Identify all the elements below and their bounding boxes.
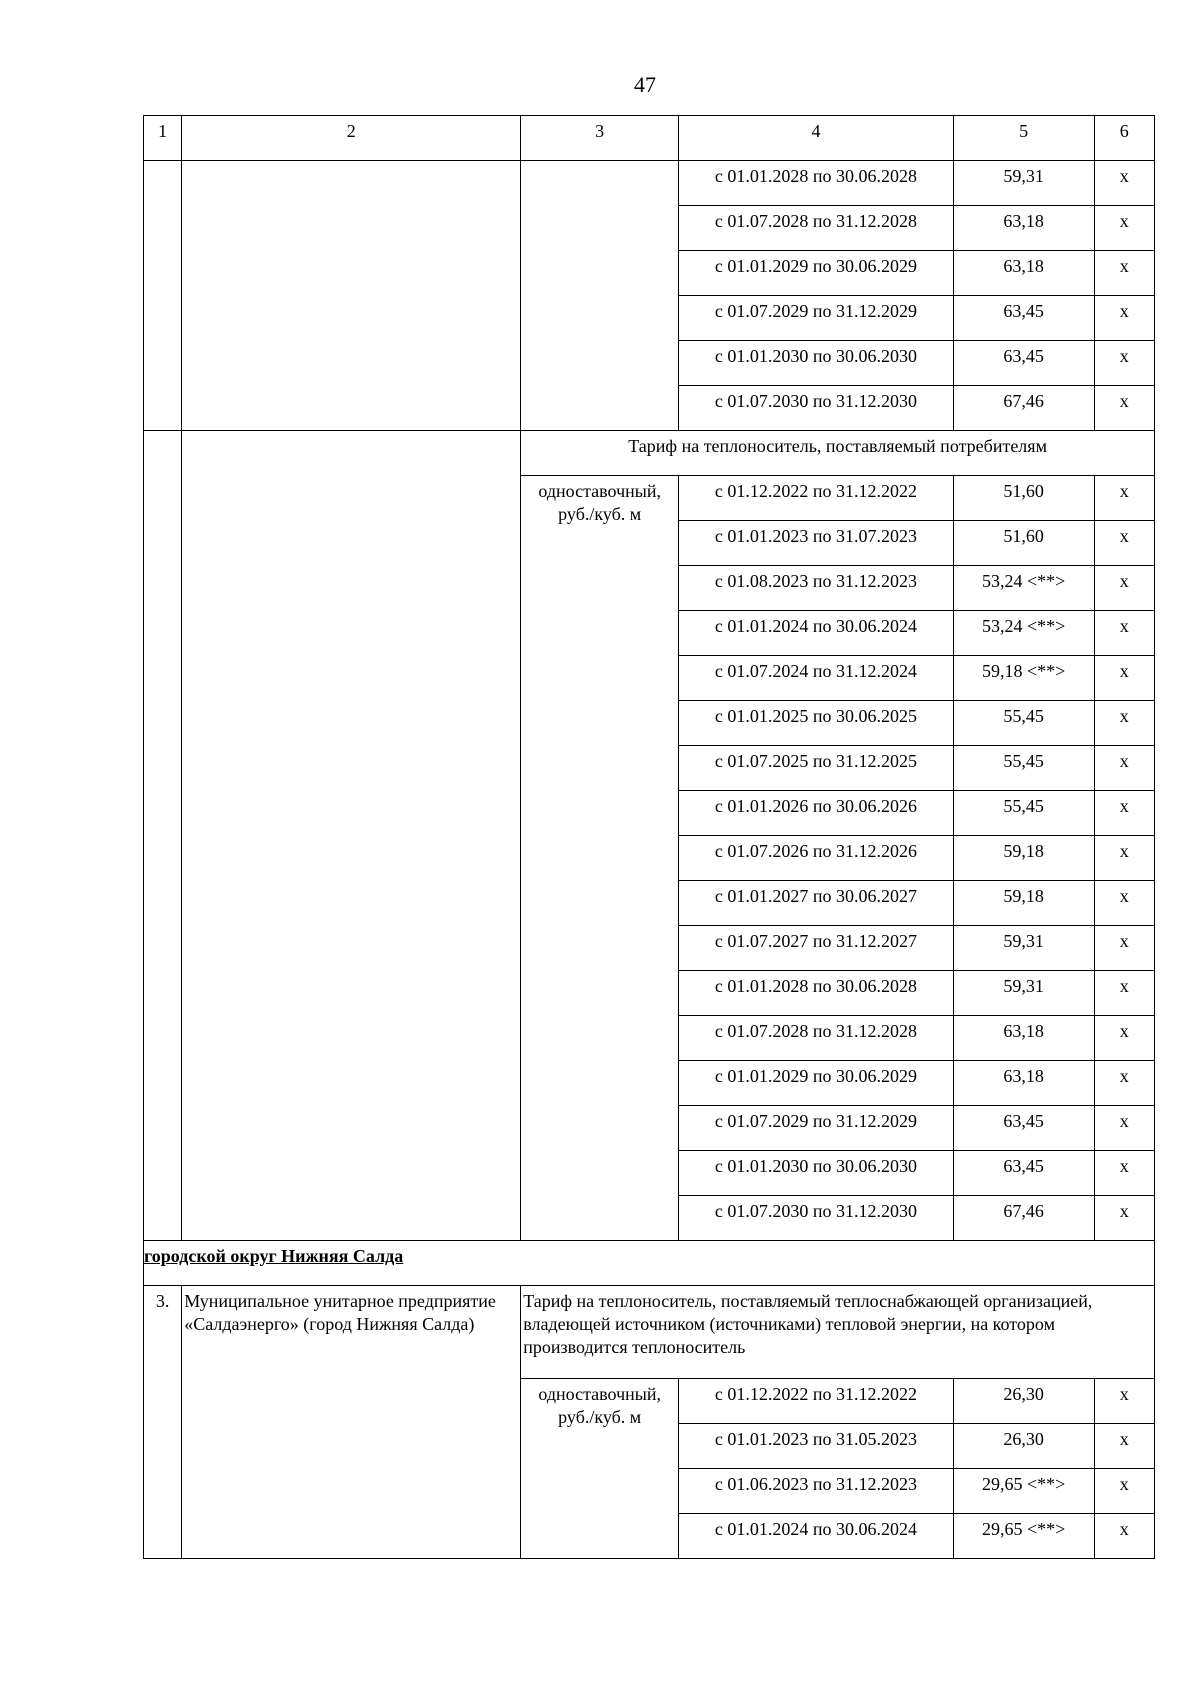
mark-cell: x <box>1094 746 1154 791</box>
number-cell <box>144 431 182 1241</box>
table-row <box>144 161 1155 206</box>
period-cell: с 01.07.2028 по 31.12.2028 <box>679 206 954 251</box>
column-header: 4 <box>679 116 954 161</box>
section-row <box>144 1241 1155 1286</box>
mark-cell: x <box>1094 881 1154 926</box>
period-cell: с 01.07.2026 по 31.12.2026 <box>679 836 954 881</box>
period-cell: с 01.01.2030 по 30.06.2030 <box>679 341 954 386</box>
mark-cell: x <box>1094 656 1154 701</box>
organization-cell: Муниципальное унитарное предприятие «Салдаэнерго» (город Нижняя Салда) <box>182 1286 521 1559</box>
period-cell: с 01.01.2023 по 31.05.2023 <box>679 1424 954 1469</box>
mark-cell: x <box>1094 386 1154 431</box>
mark-cell: x <box>1094 296 1154 341</box>
value-cell: 51,60 <box>953 476 1094 521</box>
value-cell: 63,45 <box>953 1106 1094 1151</box>
number-cell: 3. <box>144 1286 182 1559</box>
mark-cell: x <box>1094 476 1154 521</box>
value-cell: 59,18 <box>953 836 1094 881</box>
mark-cell: x <box>1094 566 1154 611</box>
period-cell: с 01.01.2024 по 30.06.2024 <box>679 611 954 656</box>
mark-cell: x <box>1094 791 1154 836</box>
period-cell: с 01.01.2030 по 30.06.2030 <box>679 1151 954 1196</box>
mark-cell: x <box>1094 1469 1154 1514</box>
tariff-header-row <box>144 1286 1155 1379</box>
mark-cell: x <box>1094 521 1154 566</box>
period-cell: с 01.07.2029 по 31.12.2029 <box>679 1106 954 1151</box>
value-cell: 55,45 <box>953 791 1094 836</box>
period-cell: с 01.01.2024 по 30.06.2024 <box>679 1514 954 1559</box>
mark-cell: x <box>1094 1196 1154 1241</box>
period-cell: с 01.01.2028 по 30.06.2028 <box>679 161 954 206</box>
period-cell: с 01.01.2026 по 30.06.2026 <box>679 791 954 836</box>
tariff-header: Тариф на теплоноситель, поставляемый потребителям <box>521 431 1155 476</box>
mark-cell: x <box>1094 1106 1154 1151</box>
value-cell: 67,46 <box>953 386 1094 431</box>
value-cell: 67,46 <box>953 1196 1094 1241</box>
mark-cell: x <box>1094 971 1154 1016</box>
period-cell: с 01.07.2029 по 31.12.2029 <box>679 296 954 341</box>
period-cell: с 01.07.2025 по 31.12.2025 <box>679 746 954 791</box>
period-cell: с 01.01.2029 по 30.06.2029 <box>679 1061 954 1106</box>
value-cell: 63,18 <box>953 206 1094 251</box>
value-cell: 53,24 <**> <box>953 611 1094 656</box>
section-title: городской округ Нижняя Салда <box>144 1241 1155 1286</box>
period-cell: с 01.01.2027 по 30.06.2027 <box>679 881 954 926</box>
column-header: 2 <box>182 116 521 161</box>
period-cell: с 01.07.2027 по 31.12.2027 <box>679 926 954 971</box>
value-cell: 59,18 <**> <box>953 656 1094 701</box>
period-cell: с 01.12.2022 по 31.12.2022 <box>679 1379 954 1424</box>
value-cell: 63,18 <box>953 1061 1094 1106</box>
mark-cell: x <box>1094 926 1154 971</box>
mark-cell: x <box>1094 206 1154 251</box>
value-cell: 51,60 <box>953 521 1094 566</box>
header-row <box>144 116 1155 161</box>
tariff-table <box>143 115 1155 1559</box>
period-cell: с 01.07.2030 по 31.12.2030 <box>679 386 954 431</box>
mark-cell: x <box>1094 611 1154 656</box>
mark-cell: x <box>1094 161 1154 206</box>
mark-cell: x <box>1094 1424 1154 1469</box>
column-header: 1 <box>144 116 182 161</box>
column-header: 6 <box>1094 116 1154 161</box>
tariff-header-row <box>144 431 1155 476</box>
period-cell: с 01.07.2024 по 31.12.2024 <box>679 656 954 701</box>
period-cell: с 01.06.2023 по 31.12.2023 <box>679 1469 954 1514</box>
value-cell: 53,24 <**> <box>953 566 1094 611</box>
value-cell: 59,31 <box>953 161 1094 206</box>
mark-cell: x <box>1094 836 1154 881</box>
column-header: 3 <box>521 116 679 161</box>
period-cell: с 01.01.2029 по 30.06.2029 <box>679 251 954 296</box>
mark-cell: x <box>1094 251 1154 296</box>
rate-type-cell: одноставочный, руб./куб. м <box>521 476 679 1241</box>
value-cell: 59,31 <box>953 926 1094 971</box>
period-cell: с 01.07.2030 по 31.12.2030 <box>679 1196 954 1241</box>
period-cell: с 01.01.2025 по 30.06.2025 <box>679 701 954 746</box>
mark-cell: x <box>1094 1151 1154 1196</box>
organization-cell <box>182 431 521 1241</box>
rate-type-cell: одноставочный, руб./куб. м <box>521 1379 679 1559</box>
organization-cell <box>182 161 521 431</box>
mark-cell: x <box>1094 1061 1154 1106</box>
value-cell: 55,45 <box>953 746 1094 791</box>
value-cell: 29,65 <**> <box>953 1469 1094 1514</box>
number-cell <box>144 161 182 431</box>
value-cell: 26,30 <box>953 1424 1094 1469</box>
column-header: 5 <box>953 116 1094 161</box>
value-cell: 63,18 <box>953 1016 1094 1061</box>
page-number: 47 <box>634 72 656 97</box>
value-cell: 29,65 <**> <box>953 1514 1094 1559</box>
value-cell: 63,45 <box>953 296 1094 341</box>
value-cell: 63,45 <box>953 341 1094 386</box>
period-cell: с 01.07.2028 по 31.12.2028 <box>679 1016 954 1061</box>
value-cell: 59,31 <box>953 971 1094 1016</box>
period-cell: с 01.08.2023 по 31.12.2023 <box>679 566 954 611</box>
mark-cell: x <box>1094 1514 1154 1559</box>
mark-cell: x <box>1094 1379 1154 1424</box>
period-cell: с 01.01.2028 по 30.06.2028 <box>679 971 954 1016</box>
period-cell: с 01.01.2023 по 31.07.2023 <box>679 521 954 566</box>
period-cell: с 01.12.2022 по 31.12.2022 <box>679 476 954 521</box>
mark-cell: x <box>1094 341 1154 386</box>
value-cell: 63,45 <box>953 1151 1094 1196</box>
value-cell: 63,18 <box>953 251 1094 296</box>
value-cell: 55,45 <box>953 701 1094 746</box>
mark-cell: x <box>1094 1016 1154 1061</box>
tariff-header: Тариф на теплоноситель, поставляемый теплоснабжающей организацией, владеющей источником (источниками) тепловой энергии, на котором производится теплоноситель <box>521 1286 1155 1379</box>
value-cell: 26,30 <box>953 1379 1094 1424</box>
value-cell: 59,18 <box>953 881 1094 926</box>
mark-cell: x <box>1094 701 1154 746</box>
rate-type-cell <box>521 161 679 431</box>
